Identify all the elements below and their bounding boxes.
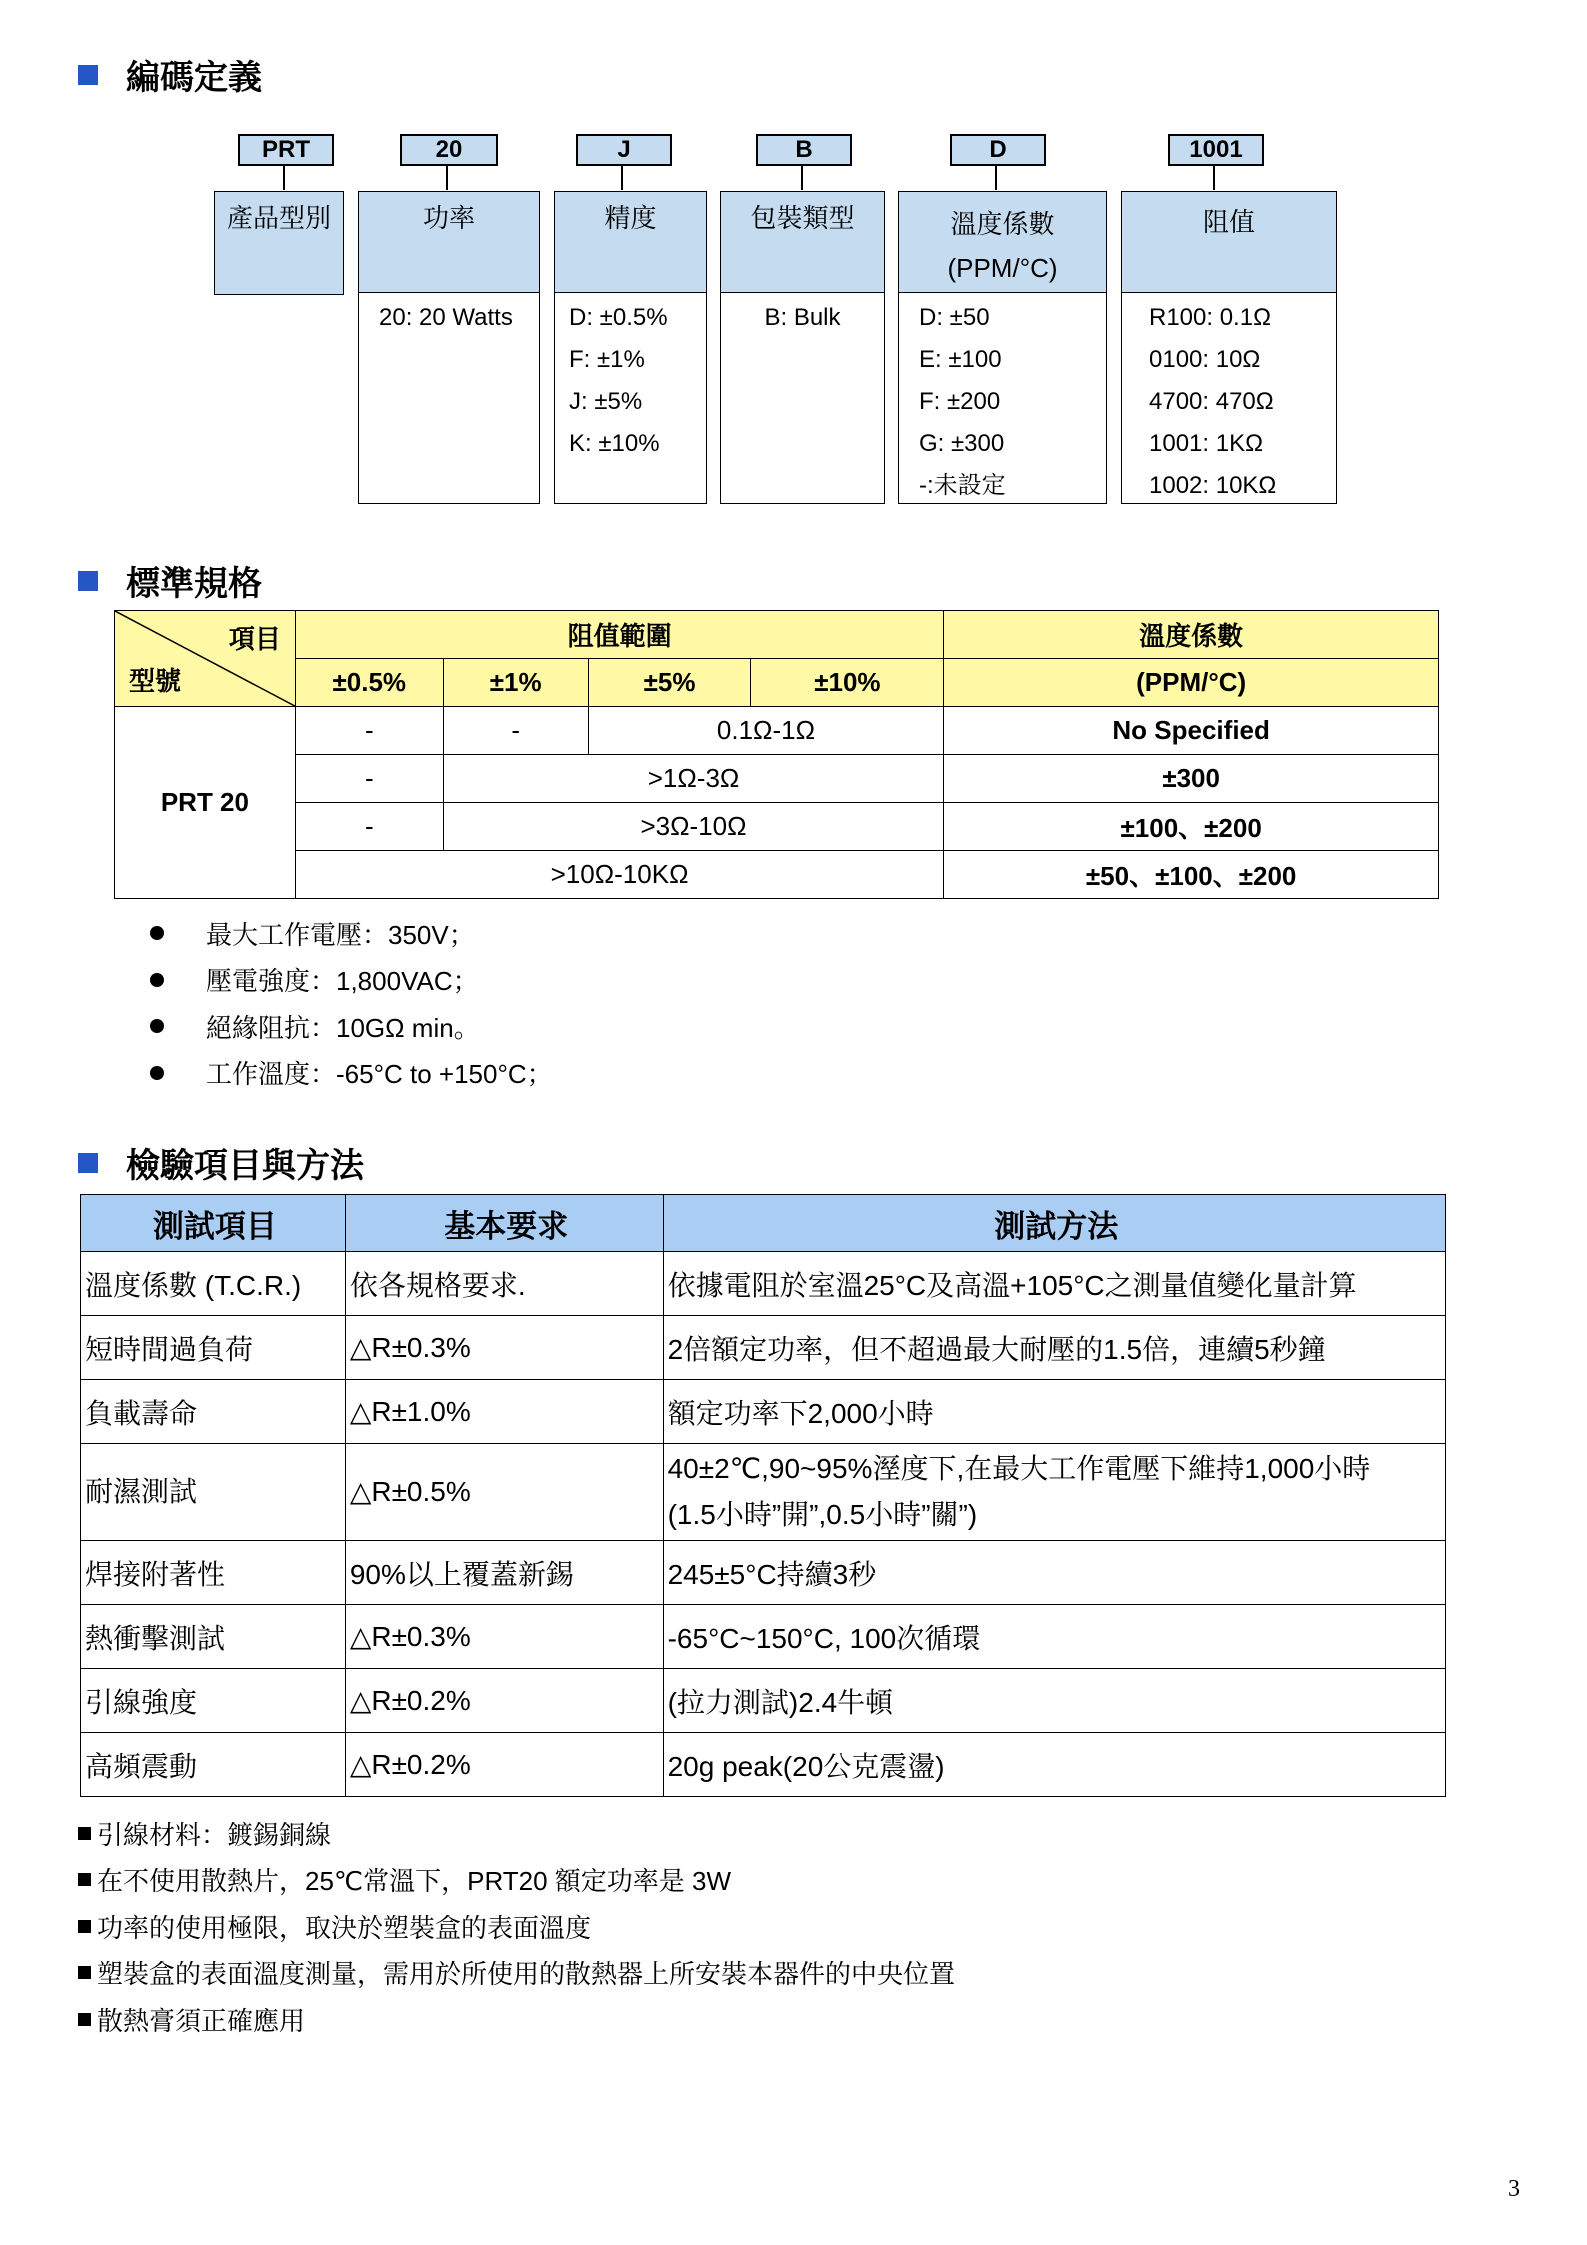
- table-cell: >1Ω-3Ω: [443, 755, 944, 803]
- connector-line: [1213, 164, 1215, 190]
- column-header: 基本要求: [345, 1195, 663, 1252]
- category-tcr: 溫度係數 (PPM/°C) D: ±50 E: ±100 F: ±200 G: ±300 -:未設定: [898, 191, 1107, 504]
- value-line: 20: 20 Watts: [379, 304, 513, 331]
- table-cell: 0.1Ω-1Ω: [588, 707, 944, 755]
- section-title-spec: 標準規格: [78, 556, 262, 605]
- tol-header: ±5%: [588, 659, 751, 707]
- value-line: K: ±10%: [569, 430, 660, 457]
- code-box-packaging: B: [756, 134, 852, 166]
- column-header: 測試項目: [81, 1195, 346, 1252]
- section-title-coding: 編碼定義: [78, 50, 262, 99]
- page-number: 3: [1508, 2176, 1520, 2202]
- square-bullet-icon: [78, 65, 98, 85]
- value-line: -:未設定: [919, 472, 1006, 499]
- table-row: 高頻震動 △R±0.2% 20g peak(20公克震盪): [81, 1733, 1446, 1797]
- table-row: 耐濕測試 △R±0.5% 40±2℃,90~95%溼度下,在最大工作電壓下維持1,000小時 (1.5小時”開”,0.5小時”關”): [81, 1444, 1446, 1541]
- value-line: 1001: 1KΩ: [1149, 430, 1264, 457]
- range-header: 阻值範圍: [295, 611, 943, 659]
- square-bullet-icon: [78, 1827, 91, 1840]
- table-cell: ±300: [944, 755, 1439, 803]
- model-cell: PRT 20: [115, 707, 296, 899]
- table-row: 溫度係數 (T.C.R.) 依各規格要求. 依據電阻於室溫25°C及高溫+105°C之測量值變化量計算: [81, 1252, 1446, 1316]
- category-packaging: 包裝類型 B: Bulk: [720, 191, 885, 504]
- note-item: 在不使用散熱片，25℃常溫下，PRT20 額定功率是 3W: [78, 1857, 955, 1904]
- bullet-icon: [150, 926, 164, 940]
- square-bullet-icon: [78, 571, 98, 591]
- corner-header: 項目 型號: [115, 611, 296, 707]
- value-line: J: ±5%: [569, 388, 643, 415]
- table-cell: -: [295, 707, 443, 755]
- list-item: 壓電強度：1,800VAC；: [150, 957, 553, 1004]
- table-cell: -: [295, 803, 443, 851]
- table-row: 熱衝擊測試 △R±0.3% -65°C~150°C, 100次循環: [81, 1605, 1446, 1669]
- table-cell: ±50、±100、±200: [944, 851, 1439, 899]
- note-item: 引線材料：鍍錫銅線: [78, 1810, 955, 1857]
- section-title-tests: 檢驗項目與方法: [78, 1138, 364, 1187]
- square-bullet-icon: [78, 1873, 91, 1886]
- connector-line: [446, 164, 448, 190]
- code-box-power: 20: [400, 134, 498, 166]
- value-line: D: ±0.5%: [569, 304, 668, 331]
- column-header: 測試方法: [663, 1195, 1445, 1252]
- category-resistance: 阻值 R100: 0.1Ω 0100: 10Ω 4700: 470Ω 1001: 1KΩ 1002: 10KΩ: [1121, 191, 1337, 504]
- tcr-unit: (PPM/°C): [944, 659, 1439, 707]
- category-power: 功率 20: 20 Watts: [358, 191, 540, 504]
- table-row: 短時間過負荷 △R±0.3% 2倍額定功率，但不超過最大耐壓的1.5倍，連續5秒鐘: [81, 1316, 1446, 1380]
- square-bullet-icon: [78, 1153, 98, 1173]
- square-bullet-icon: [78, 2013, 91, 2026]
- tol-header: ±10%: [751, 659, 944, 707]
- value-line: G: ±300: [919, 430, 1005, 457]
- tol-header: ±1%: [443, 659, 588, 707]
- connector-line: [283, 164, 285, 190]
- table-cell: >3Ω-10Ω: [443, 803, 944, 851]
- bullet-list: [150, 910, 553, 1096]
- category-tolerance: 精度 D: ±0.5% F: ±1% J: ±5% K: ±10%: [554, 191, 707, 504]
- note-item: 散熱膏須正確應用: [78, 1996, 955, 2043]
- table-row: 焊接附著性 90%以上覆蓋新錫 245±5°C持續3秒: [81, 1541, 1446, 1605]
- table-row: 負載壽命 △R±1.0% 額定功率下2,000小時: [81, 1380, 1446, 1444]
- list-item: 最大工作電壓：350V；: [150, 910, 553, 957]
- value-line: R100: 0.1Ω: [1149, 304, 1272, 331]
- square-bullet-icon: [78, 1966, 91, 1979]
- code-box-tcr: D: [950, 134, 1046, 166]
- bullet-icon: [150, 1019, 164, 1033]
- bullet-icon: [150, 973, 164, 987]
- table-cell: No Specified: [944, 707, 1439, 755]
- value-line: E: ±100: [919, 346, 1002, 373]
- tol-header: ±0.5%: [295, 659, 443, 707]
- code-box-tolerance: J: [576, 134, 672, 166]
- spec-table: [114, 610, 1439, 899]
- test-table: [80, 1194, 1446, 1797]
- value-line: 4700: 470Ω: [1149, 388, 1274, 415]
- value-line: D: ±50: [919, 304, 990, 331]
- value-line: F: ±1%: [569, 346, 645, 373]
- value-line: F: ±200: [919, 388, 1001, 415]
- note-item: 塑裝盒的表面溫度測量，需用於所使用的散熱器上所安裝本器件的中央位置: [78, 1950, 955, 1997]
- value-line: 0100: 10Ω: [1149, 346, 1261, 373]
- tcr-header: 溫度係數: [944, 611, 1439, 659]
- table-cell: -: [295, 755, 443, 803]
- connector-line: [995, 164, 997, 190]
- list-item: 絕緣阻抗：10GΩ min。: [150, 1003, 553, 1050]
- code-box-type: PRT: [238, 134, 334, 166]
- table-cell: ±100、±200: [944, 803, 1439, 851]
- category-type: 產品型別: [214, 191, 344, 295]
- list-item: 工作溫度：-65°C to +150°C；: [150, 1050, 553, 1097]
- square-bullet-icon: [78, 1920, 91, 1933]
- notes-list: [78, 1810, 955, 2043]
- table-cell: >10Ω-10KΩ: [295, 851, 943, 899]
- value-line: B: Bulk: [764, 304, 841, 331]
- code-box-resistance: 1001: [1168, 134, 1264, 166]
- table-cell: -: [443, 707, 588, 755]
- connector-line: [801, 164, 803, 190]
- connector-line: [621, 164, 623, 190]
- note-item: 功率的使用極限，取決於塑裝盒的表面溫度: [78, 1903, 955, 1950]
- table-row: 引線強度 △R±0.2% (拉力測試)2.4牛頓: [81, 1669, 1446, 1733]
- value-line: 1002: 10KΩ: [1149, 472, 1277, 499]
- bullet-icon: [150, 1066, 164, 1080]
